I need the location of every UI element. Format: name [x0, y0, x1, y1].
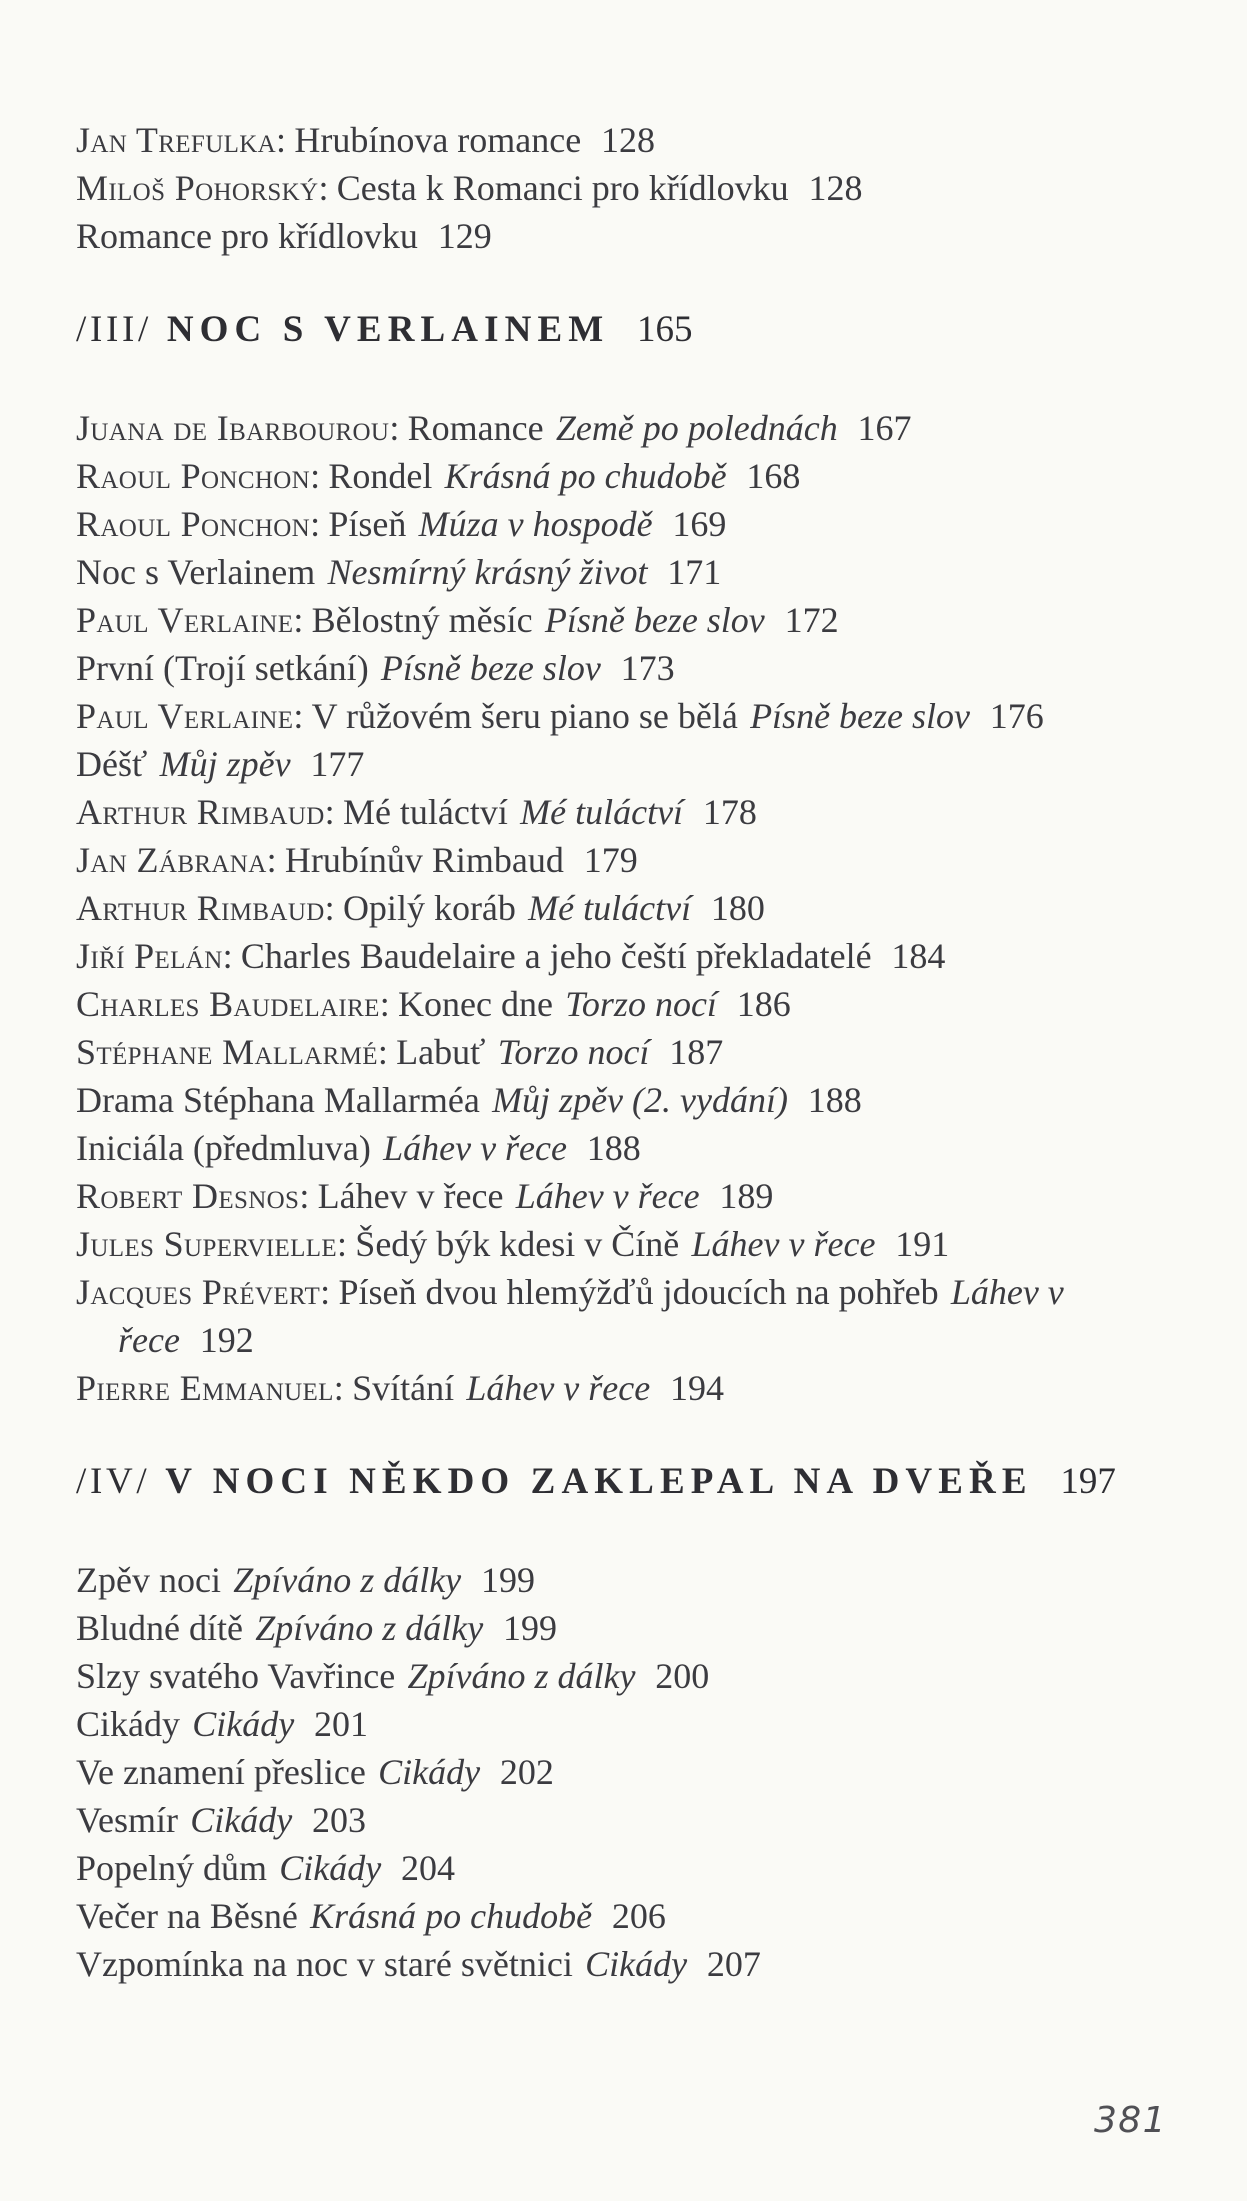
work-title: Ve znamení přeslice: [76, 1752, 366, 1792]
work-title: Romance: [407, 408, 544, 448]
page-ref: 179: [583, 840, 638, 880]
page-ref: 202: [499, 1752, 554, 1792]
collection-title: Zpíváno z dálky: [255, 1608, 484, 1648]
author-name: Raoul Ponchon:: [76, 456, 321, 496]
work-title: Vzpomínka na noc v staré světnici: [76, 1944, 573, 1984]
work-title: Mé tuláctví: [342, 792, 508, 832]
toc-entry: [76, 1124, 1182, 1172]
author-name: Charles Baudelaire:: [76, 984, 391, 1024]
page-ref: 207: [706, 1944, 761, 1984]
collection-title: Mé tuláctví: [520, 792, 684, 832]
work-title: Popelný dům: [76, 1848, 268, 1888]
author-name: Paul Verlaine:: [76, 600, 304, 640]
work-title: Večer na Běsné: [76, 1896, 298, 1936]
collection-title: Cikády: [192, 1704, 295, 1744]
author-name: Arthur Rimbaud:: [76, 792, 336, 832]
toc-entry: [76, 452, 1182, 500]
work-title: Zpěv noci: [76, 1560, 221, 1600]
section-heading: [76, 1458, 1182, 1506]
toc-entry: [76, 1172, 1182, 1220]
author-name: Juana de Ibarbourou:: [76, 408, 400, 448]
toc-entry: [76, 644, 1182, 692]
toc-entry: [76, 164, 1182, 212]
toc-entry: [76, 1556, 1182, 1604]
page-ref: 189: [719, 1176, 774, 1216]
work-title: Hrubínova romance: [294, 120, 582, 160]
collection-title: Cikády: [378, 1752, 481, 1792]
toc-entry: [76, 1796, 1182, 1844]
toc-entry: [76, 1028, 1182, 1076]
toc-entry: [76, 1892, 1182, 1940]
work-title: Rondel: [328, 456, 433, 496]
section-heading: [76, 306, 1182, 354]
page-ref: 128: [808, 168, 863, 208]
collection-title: Torzo nocí: [565, 984, 717, 1024]
author-name: Stéphane Mallarmé:: [76, 1032, 389, 1072]
toc-entry: [76, 884, 1182, 932]
toc-entry: [76, 692, 1182, 740]
page-ref: 173: [620, 648, 675, 688]
toc-entry: [76, 1604, 1182, 1652]
author-name: Robert Desnos:: [76, 1176, 310, 1216]
page-ref: 128: [601, 120, 656, 160]
author-name: Raoul Ponchon:: [76, 504, 321, 544]
work-title: Šedý býk kdesi v Číně: [355, 1224, 680, 1264]
section-page-number: 165: [637, 309, 693, 350]
work-title: Déšť: [76, 744, 148, 784]
toc-entry: [76, 1364, 1182, 1412]
collection-title: Zpíváno z dálky: [233, 1560, 462, 1600]
page-ref: 206: [611, 1896, 666, 1936]
page-ref: 203: [312, 1800, 367, 1840]
author-name: Jiří Pelán:: [76, 936, 233, 976]
page-ref: 199: [480, 1560, 535, 1600]
toc-entry: [76, 1220, 1182, 1268]
section-page-number: 197: [1060, 1461, 1116, 1502]
author-name: Jan Zábrana:: [76, 840, 277, 880]
work-title: Opilý koráb: [342, 888, 516, 928]
page-ref: 199: [503, 1608, 557, 1648]
work-title: Romance pro křídlovku: [76, 216, 418, 256]
author-name: Miloš Pohorský:: [76, 168, 329, 208]
toc-entry: [76, 212, 1182, 260]
work-title: První (Trojí setkání): [76, 648, 369, 688]
collection-title: Písně beze slov: [544, 600, 765, 640]
author-name: Paul Verlaine:: [76, 696, 304, 736]
collection-title: Země po polednách: [555, 408, 838, 448]
toc-entry: [76, 548, 1182, 596]
toc-entry: [76, 596, 1182, 644]
work-title: Láhev v řece: [317, 1176, 504, 1216]
toc-entry: [76, 1268, 1182, 1364]
page-ref: 168: [746, 456, 801, 496]
collection-title: Nesmírný krásný život: [327, 552, 648, 592]
collection-title: Cikády: [279, 1848, 382, 1888]
toc-entry: [76, 1700, 1182, 1748]
toc-entry: [76, 404, 1182, 452]
author-name: Jacques Prévert:: [76, 1272, 331, 1312]
page-ref: 167: [857, 408, 912, 448]
collection-title: Krásná po chudobě: [444, 456, 727, 496]
page-ref: 176: [989, 696, 1044, 736]
toc-entry: [76, 116, 1182, 164]
entry-list: [76, 116, 1182, 260]
collection-title: Láhev v řece: [118, 1272, 1064, 1360]
toc-entry: [76, 1076, 1182, 1124]
toc-entry: [76, 932, 1182, 980]
work-title: Vesmír: [76, 1800, 178, 1840]
toc-entry: [76, 788, 1182, 836]
work-title: Noc s Verlainem: [76, 552, 316, 592]
collection-title: Múza v hospodě: [418, 504, 653, 544]
page-ref: 200: [655, 1656, 710, 1696]
author-name: Pierre Emmanuel:: [76, 1368, 345, 1408]
page-ref: 178: [702, 792, 757, 832]
collection-title: Krásná po chudobě: [310, 1896, 593, 1936]
page-ref: 201: [314, 1704, 369, 1744]
section-numeral: /IV/: [76, 1461, 151, 1502]
collection-title: Láhev v řece: [515, 1176, 700, 1216]
toc-entry: [76, 836, 1182, 884]
work-title: Píseň dvou hlemýžďů jdoucích na pohřeb: [338, 1272, 939, 1312]
work-title: Hrubínův Rimbaud: [284, 840, 564, 880]
collection-title: Láhev v řece: [383, 1128, 567, 1168]
page-ref: 188: [807, 1080, 862, 1120]
page-ref: 184: [891, 936, 946, 976]
page-ref: 129: [437, 216, 492, 256]
collection-title: Torzo nocí: [497, 1032, 650, 1072]
author-name: Jules Supervielle:: [76, 1224, 348, 1264]
collection-title: Můj zpěv: [159, 744, 291, 784]
collection-title: Písně beze slov: [380, 648, 601, 688]
page-ref: 172: [784, 600, 839, 640]
toc-entry: [76, 740, 1182, 788]
page-ref: 188: [586, 1128, 641, 1168]
collection-title: Láhev v řece: [691, 1224, 876, 1264]
toc-entry: [76, 500, 1182, 548]
collection-title: Cikády: [585, 1944, 688, 1984]
work-title: V růžovém šeru piano se bělá: [311, 696, 738, 736]
work-title: Slzy svatého Vavřince: [76, 1656, 396, 1696]
collection-title: Láhev v řece: [466, 1368, 651, 1408]
page-ref: 192: [199, 1320, 254, 1360]
collection-title: Písně beze slov: [750, 696, 970, 736]
toc-entry: [76, 1940, 1182, 1988]
work-title: Drama Stéphana Mallarméa: [76, 1080, 480, 1120]
author-name: Arthur Rimbaud:: [76, 888, 336, 928]
toc-content: [76, 116, 1182, 1988]
work-title: Labuť: [396, 1032, 486, 1072]
entry-list: [76, 1556, 1182, 1988]
page-ref: 194: [670, 1368, 725, 1408]
work-title: Konec dne: [398, 984, 553, 1024]
page-ref: 187: [669, 1032, 724, 1072]
toc-entry: [76, 1748, 1182, 1796]
page-ref: 177: [310, 744, 365, 784]
page-ref: 171: [667, 552, 722, 592]
toc-entry: [76, 1844, 1182, 1892]
work-title: Bělostný měsíc: [311, 600, 533, 640]
section-title: V NOCI NĚKDO ZAKLEPAL NA DVEŘE: [165, 1461, 1033, 1502]
work-title: Píseň: [328, 504, 407, 544]
work-title: Iniciála (předmluva): [76, 1128, 371, 1168]
page-ref: 204: [401, 1848, 456, 1888]
toc-entry: [76, 980, 1182, 1028]
work-title: Charles Baudelaire a jeho čeští překladatelé: [240, 936, 872, 976]
collection-title: Zpíváno z dálky: [407, 1656, 636, 1696]
page-number: 381: [1093, 2100, 1167, 2141]
work-title: Cikády: [76, 1704, 180, 1744]
author-name: Jan Trefulka:: [76, 120, 287, 160]
section-numeral: /III/: [76, 309, 153, 350]
work-title: Cesta k Romanci pro křídlovku: [336, 168, 789, 208]
page-ref: 191: [895, 1224, 950, 1264]
entry-list: [76, 404, 1182, 1412]
work-title: Svítání: [352, 1368, 455, 1408]
collection-title: Mé tuláctví: [528, 888, 692, 928]
section-title: NOC S VERLAINEM: [166, 309, 610, 350]
collection-title: Můj zpěv (2. vydání): [492, 1080, 788, 1120]
work-title: Bludné dítě: [76, 1608, 243, 1648]
page-ref: 180: [710, 888, 765, 928]
page-ref: 169: [672, 504, 727, 544]
toc-entry: [76, 1652, 1182, 1700]
collection-title: Cikády: [190, 1800, 293, 1840]
page-ref: 186: [736, 984, 791, 1024]
